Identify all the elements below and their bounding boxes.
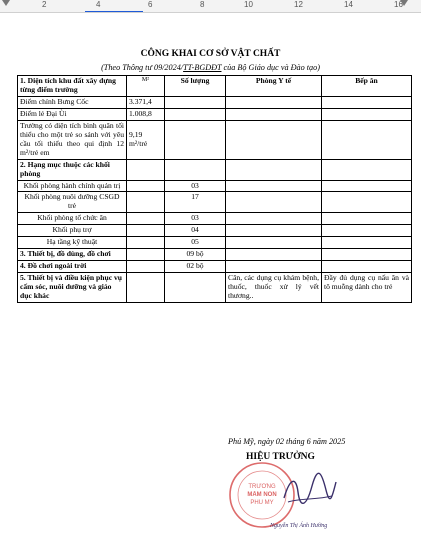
table-row — [18, 108, 412, 120]
document-title: CÔNG KHAI CƠ SỞ VẬT CHẤT — [140, 49, 281, 59]
seal-text: MẦM NON — [247, 492, 277, 498]
section-heading: 2. Hạng mục thuộc các khối phòng — [18, 159, 127, 180]
row-area-value — [127, 192, 165, 213]
row-kitchen: Đầy đủ dụng cụ nấu ăn và tô muỗng dành cho trẻ — [322, 273, 412, 303]
horizontal-ruler[interactable] — [0, 0, 421, 13]
ruler-number: 2 — [42, 0, 47, 9]
row-label: Khối phòng hành chính quản trị — [18, 180, 127, 192]
table-row — [18, 96, 412, 108]
header-cell-kitchen: Bếp ăn — [322, 76, 412, 97]
header-cell-area: 1. Diện tích khu đất xây dựng từng điểm trường — [18, 76, 127, 97]
ruler-number: 10 — [244, 0, 253, 9]
table-row — [18, 237, 412, 249]
row-quantity: 02 bộ — [165, 261, 226, 273]
row-area-value — [127, 249, 165, 261]
table-row — [18, 261, 412, 273]
row-label: Hạ tầng kỹ thuật — [18, 237, 127, 249]
seal-text: TRƯỜNG — [248, 484, 276, 490]
row-kitchen — [322, 96, 412, 108]
row-area-value — [127, 237, 165, 249]
row-area-value: 3.371,4 — [127, 96, 165, 108]
section-heading: 3. Thiết bị, đồ dùng, đồ chơi — [18, 249, 127, 261]
row-quantity — [165, 273, 226, 303]
row-quantity — [165, 108, 226, 120]
header-cell-quantity: Số lượng — [165, 76, 226, 97]
row-medical — [226, 213, 322, 225]
row-quantity — [165, 120, 226, 159]
row-medical — [226, 237, 322, 249]
section-heading: 5. Thiết bị và điều kiện phục vụ cấm sóc, nuôi dưỡng và giáo dục khác — [18, 273, 127, 303]
ruler-number: 14 — [344, 0, 353, 9]
row-kitchen — [322, 261, 412, 273]
left-indent-marker[interactable] — [2, 0, 10, 6]
row-kitchen — [322, 249, 412, 261]
facilities-table — [17, 75, 412, 303]
table-header-row — [18, 76, 412, 97]
row-medical: Cân, các dụng cụ khám bệnh, thuốc, thuốc xử lý vết thương.. — [226, 273, 322, 303]
document-subtitle — [0, 63, 421, 72]
row-label: Khối phụ trợ — [18, 225, 127, 237]
row-kitchen — [322, 159, 412, 180]
table-row — [18, 159, 412, 180]
row-kitchen — [322, 120, 412, 159]
ruler-number: 8 — [200, 0, 205, 9]
header-cell-medical-room: Phòng Y tế — [226, 76, 322, 97]
handwritten-signature — [278, 468, 338, 512]
table-row — [18, 180, 412, 192]
row-area-value — [127, 261, 165, 273]
row-medical — [226, 180, 322, 192]
table-row — [18, 120, 412, 159]
row-quantity — [165, 96, 226, 108]
row-area-value — [127, 180, 165, 192]
row-area-value — [127, 225, 165, 237]
row-quantity: 03 — [165, 180, 226, 192]
header-cell-unit: M² — [127, 76, 165, 97]
row-label: Điểm chính Bưng Cốc — [18, 96, 127, 108]
row-medical — [226, 225, 322, 237]
row-label: Điểm lẻ Đại Ùi — [18, 108, 127, 120]
ruler-number: 16 — [394, 0, 403, 9]
signature-date: Phú Mỹ, ngày 02 tháng 6 năm 2025 — [228, 437, 346, 446]
row-label: Khối phòng nuôi dưỡng CSGD trẻ — [18, 192, 127, 213]
seal-text: PHÚ MỸ — [250, 500, 274, 506]
row-label: Khối phòng tổ chức ăn — [18, 213, 127, 225]
row-medical — [226, 261, 322, 273]
row-area-value — [127, 159, 165, 180]
row-quantity: 05 — [165, 237, 226, 249]
row-quantity: 03 — [165, 213, 226, 225]
table-row — [18, 249, 412, 261]
ruler-number: 12 — [294, 0, 303, 9]
row-quantity: 04 — [165, 225, 226, 237]
subtitle-prefix: (Theo Thông tư 09/2024/ — [101, 63, 184, 72]
right-indent-marker[interactable] — [400, 0, 408, 6]
row-kitchen — [322, 225, 412, 237]
row-area-value: 9,19 m²/trẻ — [127, 120, 165, 159]
signer-name: Nguyễn Thị Ánh Hường — [270, 523, 328, 529]
row-medical — [226, 96, 322, 108]
row-kitchen — [322, 192, 412, 213]
subtitle-reference: TT-BGDĐT — [183, 63, 222, 72]
row-quantity — [165, 159, 226, 180]
row-medical — [226, 249, 322, 261]
row-medical — [226, 120, 322, 159]
row-kitchen — [322, 108, 412, 120]
subtitle-suffix: của Bộ Giáo dục và Đào tạo) — [221, 63, 320, 72]
ruler-number: 4 — [96, 0, 101, 9]
table-row — [18, 192, 412, 213]
row-medical — [226, 159, 322, 180]
row-quantity: 17 — [165, 192, 226, 213]
row-area-value: 1.008,8 — [127, 108, 165, 120]
section-heading: 4. Đồ chơi ngoài trời — [18, 261, 127, 273]
table-row — [18, 213, 412, 225]
ruler-indent-indicator — [85, 11, 143, 12]
row-label: Trường có diện tích bình quân tối thiểu cho một trẻ so sánh với yêu cầu tối thiểu theo qui định 12 m²/trẻ em — [18, 120, 127, 159]
row-quantity: 09 bộ — [165, 249, 226, 261]
row-medical — [226, 108, 322, 120]
row-kitchen — [322, 213, 412, 225]
row-area-value — [127, 213, 165, 225]
table-row — [18, 273, 412, 303]
row-kitchen — [322, 180, 412, 192]
signer-title: HIỆU TRƯỞNG — [246, 452, 315, 462]
row-kitchen — [322, 237, 412, 249]
row-medical — [226, 192, 322, 213]
row-area-value — [127, 273, 165, 303]
ruler-number: 6 — [148, 0, 153, 9]
table-row — [18, 225, 412, 237]
